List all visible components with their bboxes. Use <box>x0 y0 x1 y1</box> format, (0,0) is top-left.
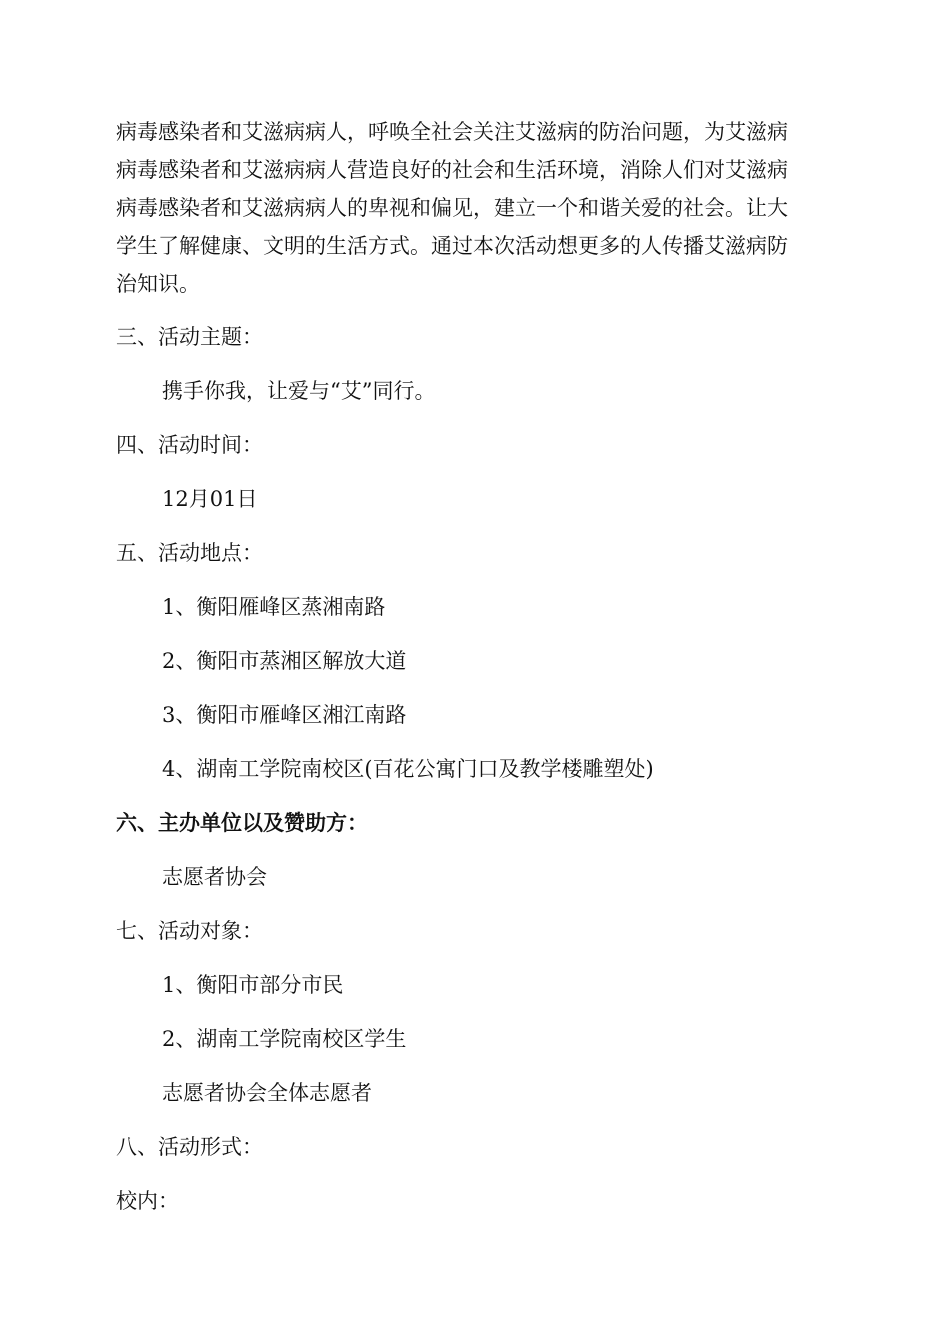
location-item: 3、衡阳市雁峰区湘江南路 <box>162 703 407 727</box>
intro-paragraph <box>116 113 836 303</box>
format-subheading: 校内： <box>116 1189 179 1213</box>
intro-line: 病毒感染者和艾滋病病人营造良好的社会和生活环境，消除人们对艾滋病 <box>116 158 788 182</box>
section-heading-location: 五、活动地点： <box>116 541 263 565</box>
section-heading-theme: 三、活动主题： <box>116 325 263 349</box>
organizer-text: 志愿者协会 <box>162 865 267 889</box>
intro-line: 治知识。 <box>116 272 200 296</box>
time-text: 12月01日 <box>162 487 258 511</box>
section-heading-audience: 七、活动对象： <box>116 919 263 943</box>
location-item: 1、衡阳雁峰区蒸湘南路 <box>162 595 386 619</box>
section-heading-format: 八、活动形式： <box>116 1135 263 1159</box>
intro-line: 学生了解健康、文明的生活方式。通过本次活动想更多的人传播艾滋病防 <box>116 234 788 258</box>
intro-line: 病毒感染者和艾滋病病人的卑视和偏见，建立一个和谐关爱的社会。让大 <box>116 196 788 220</box>
location-item: 2、衡阳市蒸湘区解放大道 <box>162 649 407 673</box>
location-item: 4、湖南工学院南校区(百花公寓门口及教学楼雕塑处) <box>162 757 654 781</box>
section-heading-organizer: 六、主办单位以及赞助方： <box>116 810 368 835</box>
audience-item: 1、衡阳市部分市民 <box>162 973 344 997</box>
audience-item: 2、湖南工学院南校区学生 <box>162 1027 407 1051</box>
audience-item: 志愿者协会全体志愿者 <box>162 1081 372 1105</box>
theme-text: 携手你我，让爱与“艾”同行。 <box>162 379 436 403</box>
section-heading-time: 四、活动时间： <box>116 433 263 457</box>
intro-line: 病毒感染者和艾滋病病人，呼唤全社会关注艾滋病的防治问题，为艾滋病 <box>116 120 788 144</box>
